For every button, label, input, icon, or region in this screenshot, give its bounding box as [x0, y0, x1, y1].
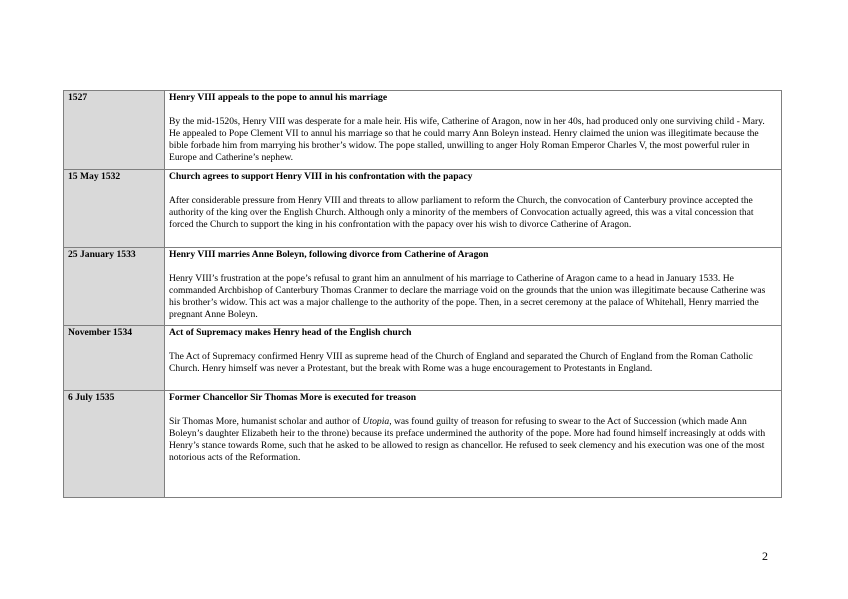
summary-text-after: , was found guilty of treason for refusing to swear to the Act of Succession (which made Ann Boleyn’s daughter Elizabeth heir to the throne) because its preface undermined the authority of the pope. More had found himself increasingly at odds with Henry’s stance towards Rome, such that he asked to be allowed to resign as chancellor. He refused to seek clemency and his execution was one of the most notorious acts of the Reformation. — [169, 416, 766, 463]
date-cell: 6 July 1535 — [64, 391, 165, 498]
entry-summary: By the mid-1520s, Henry VIII was desperate for a male heir. His wife, Catherine of Aragon, now in her 40s, had produced only one surviving child - Mary. He appealed to Pope Clement VII to annul his marriage so that he could marry Ann Boleyn instead. Henry claimed the union was illegitimate because the bible forbade him from marrying his brother’s widow. The pope stalled, unwilling to anger Holy Roman Emperor Charles V, the most powerful ruler in Europe and Catherine’s nephew. — [169, 116, 765, 163]
entry-headline: Former Chancellor Sir Thomas More is executed for treason — [169, 392, 417, 403]
entry-headline: Act of Supremacy makes Henry head of the English church — [169, 327, 412, 338]
table-row — [64, 391, 782, 498]
date-cell: 1527 — [64, 91, 165, 170]
entry-cell — [165, 391, 782, 498]
entry-cell — [165, 170, 782, 248]
timeline-table — [63, 90, 782, 498]
entry-headline: Church agrees to support Henry VIII in his confrontation with the papacy — [169, 171, 473, 182]
summary-text-before: Sir Thomas More, humanist scholar and author of — [169, 416, 363, 427]
table-row — [64, 170, 782, 248]
table-row — [64, 91, 782, 170]
table-row — [64, 326, 782, 391]
entry-summary: After considerable pressure from Henry VIII and threats to allow parliament to reform the Church, the convocation of Canterbury province accepted the authority of the king over the English Church. Although only a minority of the members of Convocation actually agreed, this was a vital concession that forced the Church to support the king in his confrontation with the papacy over his wish to divorce Catherine of Aragon. — [169, 195, 754, 230]
entry-cell — [165, 248, 782, 326]
date-cell: November 1534 — [64, 326, 165, 391]
entry-summary: Henry VIII’s frustration at the pope’s refusal to grant him an annulment of his marriage to Catherine of Aragon came to a head in January 1533. He commanded Archbishop of Canterbury Thomas Cranmer to declare the marriage void on the grounds that the union was illegitimate because Catherine was his brother’s widow. This act was a major challenge to the authority of the pope. Then, in a secret ceremony at the palace of Whitehall, Henry married the pregnant Anne Boleyn. — [169, 273, 766, 320]
date-cell: 15 May 1532 — [64, 170, 165, 248]
entry-cell — [165, 91, 782, 170]
table-row — [64, 248, 782, 326]
entry-summary: The Act of Supremacy confirmed Henry VIII as supreme head of the Church of England and separated the Church of England from the Roman Catholic Church. Henry himself was never a Protestant, but the break with Rome was a huge encouragement to Protestants in England. — [169, 351, 753, 374]
entry-headline: Henry VIII appeals to the pope to annul his marriage — [169, 92, 388, 103]
date-cell: 25 January 1533 — [64, 248, 165, 326]
entry-headline: Henry VIII marries Anne Boleyn, following divorce from Catherine of Aragon — [169, 249, 489, 260]
entry-cell — [165, 326, 782, 391]
book-title-utopia: Utopia — [362, 416, 390, 427]
page-number: 2 — [762, 549, 768, 563]
entry-summary — [169, 416, 777, 464]
